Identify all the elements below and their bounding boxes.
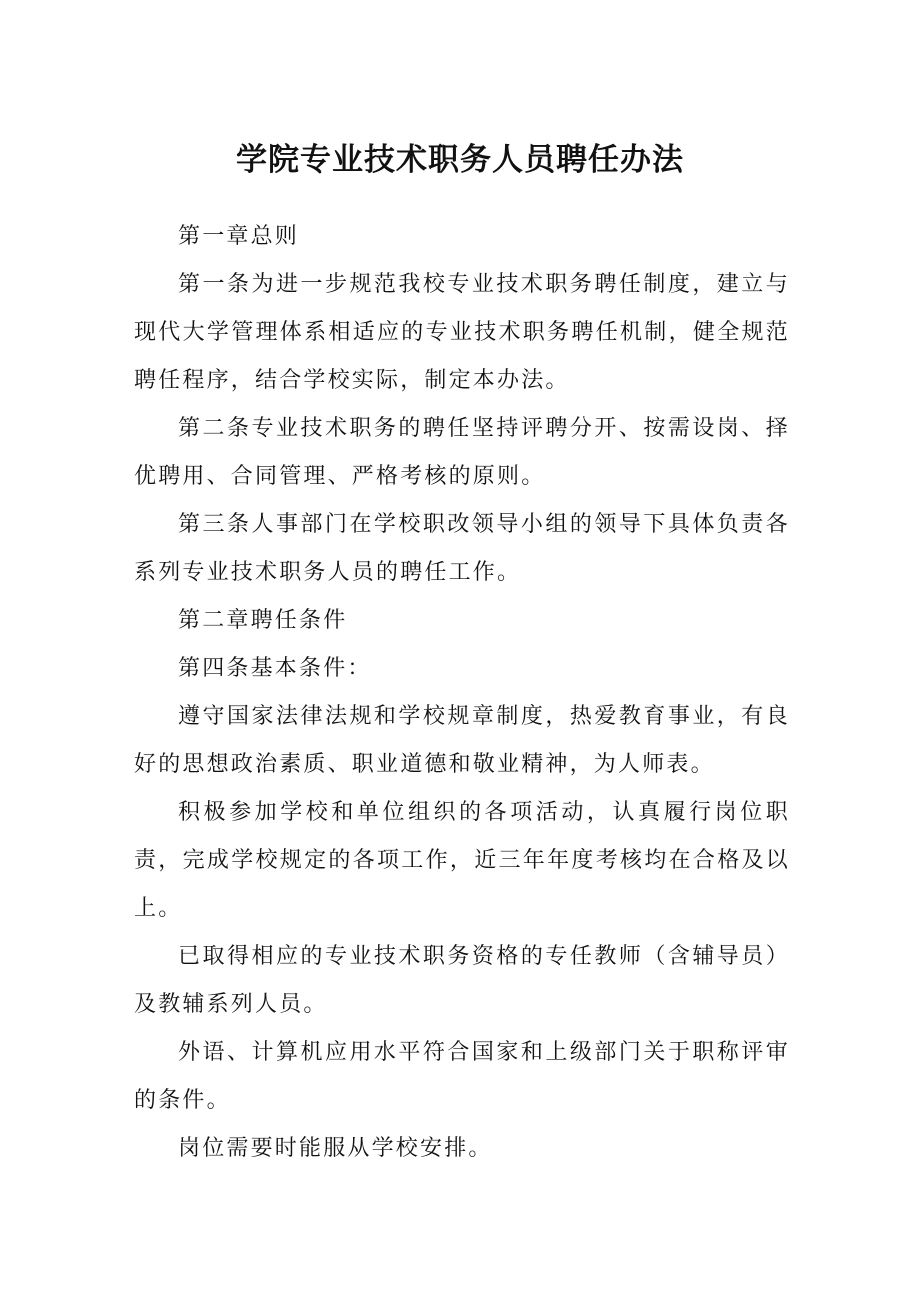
condition-item-3: 已取得相应的专业技术职务资格的专任教师（含辅导员）及教辅系列人员。 (134, 944, 790, 1017)
document-title: 学院专业技术职务人员聘任办法 (236, 142, 684, 178)
condition-item-4: 外语、计算机应用水平符合国家和上级部门关于职称评审的条件。 (134, 1040, 790, 1113)
condition-item-1: 遵守国家法律法规和学校规章制度，热爱教育事业，有良好的思想政治素质、职业道德和敬业精神，为人师表。 (134, 704, 790, 777)
article-4: 第四条基本条件： (178, 656, 372, 681)
document-body (134, 213, 790, 1173)
article-1: 第一条为进一步规范我校专业技术职务聘任制度，建立与现代大学管理体系相适应的专业技术职务聘任机制，健全规范聘任程序，结合学校实际，制定本办法。 (134, 272, 790, 393)
article-2: 第二条专业技术职务的聘任坚持评聘分开、按需设岗、择优聘用、合同管理、严格考核的原则。 (134, 416, 790, 489)
condition-item-2: 积极参加学校和单位组织的各项活动，认真履行岗位职责，完成学校规定的各项工作，近三年年度考核均在合格及以上。 (134, 800, 790, 921)
article-3: 第三条人事部门在学校职改领导小组的领导下具体负责各系列专业技术职务人员的聘任工作。 (134, 512, 790, 585)
chapter-heading-1: 第一章总则 (178, 224, 300, 249)
condition-item-5: 岗位需要时能服从学校安排。 (178, 1136, 493, 1161)
chapter-heading-2: 第二章聘任条件 (178, 608, 348, 633)
